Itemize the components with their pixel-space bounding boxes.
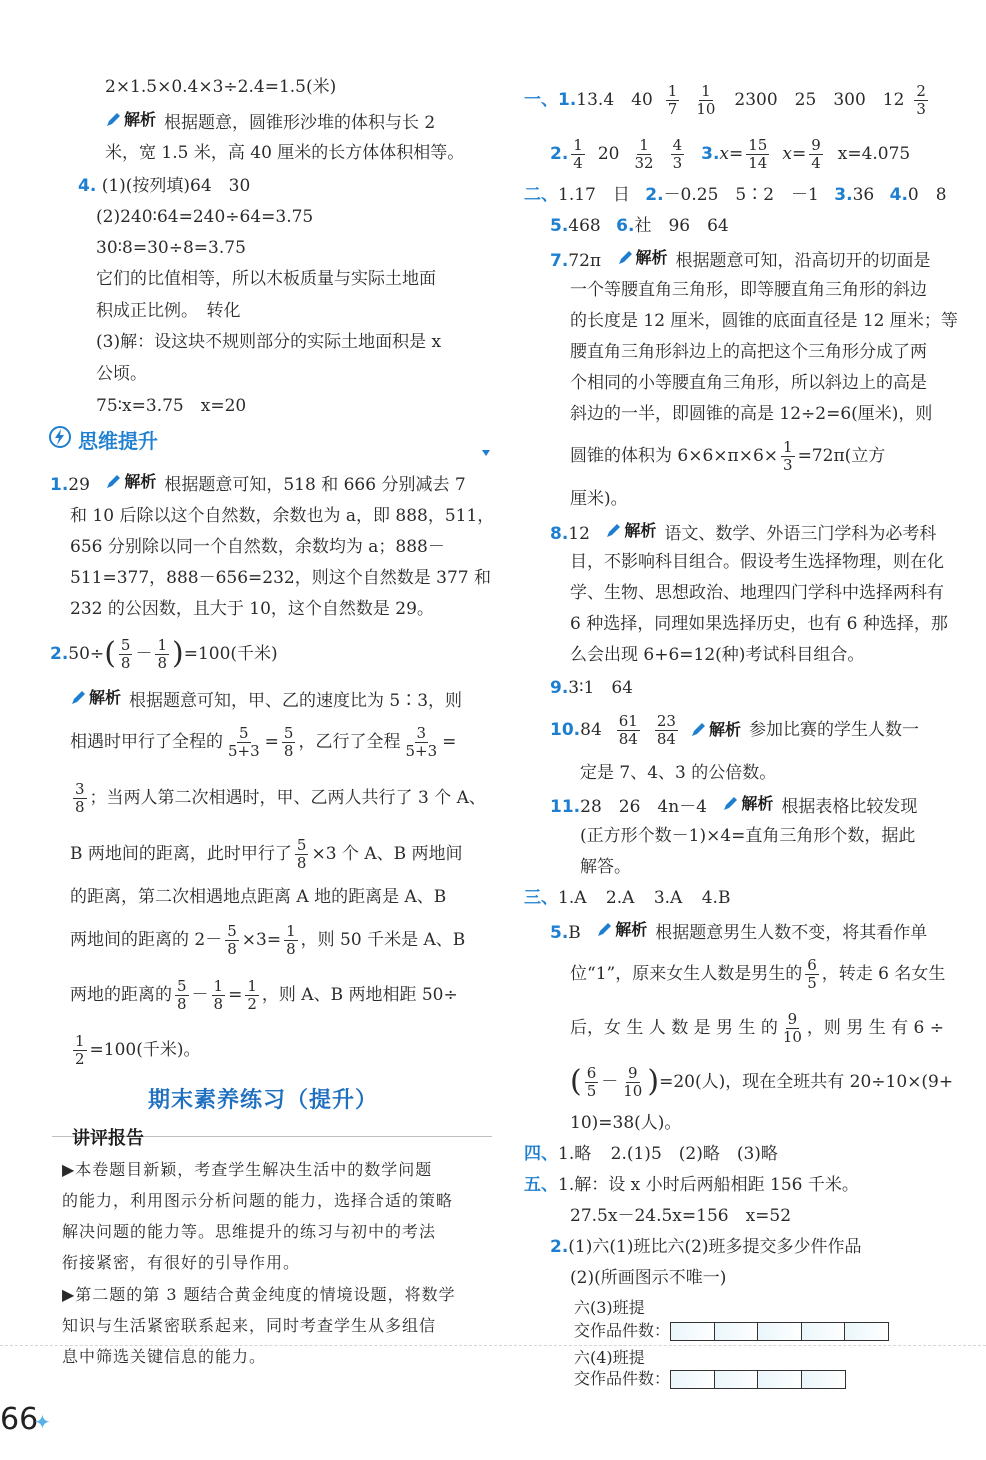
fraction: $\frac{1}{8}$ bbox=[157, 635, 167, 672]
part-1-q1: 一、 1. 13.4 40 $\frac{1}{7}$ $\frac{1}{10}$ 2300 25 300 12 $\frac{2}{3}$ bbox=[524, 81, 926, 118]
text-line: (2)240∶64=240÷64=3.75 bbox=[96, 207, 314, 227]
text-line: 30∶8=30÷8=3.75 bbox=[96, 238, 246, 258]
siwei-question-1: 1.29 解析 根据题意可知，518 和 666 分别减去 7 bbox=[50, 469, 466, 498]
analysis-label: 解析 bbox=[105, 469, 156, 495]
text-line: 解答。 bbox=[580, 857, 631, 877]
text-line: 斜边的一半，即圆锥的高是 12÷2=6(厘米)，则 bbox=[570, 404, 933, 424]
part-2-q10: 10. 84 $\frac{61}{84}$ $\frac{23}{84}$ 解析 参加比赛的学生人数一 bbox=[550, 711, 919, 748]
text-line: 么会出现 6+6=12(种)考试科目组合。 bbox=[570, 645, 865, 665]
text-line: 积成正比例。 转化 bbox=[96, 301, 241, 321]
text-line: 一个等腰直角三角形，即等腰直角三角形的斜边 bbox=[570, 280, 927, 300]
analysis-label: 解析 bbox=[605, 518, 656, 544]
report-line: 衔接紧密，有很好的引导作用。 bbox=[62, 1253, 301, 1272]
text-line: 两地的距离的 $\frac{5}{8}$ － $\frac{1}{8}$ = $\frac{1}{2}$ ，则 A、B 两地相距 50÷ bbox=[70, 976, 458, 1013]
text-line: 27.5x－24.5x=156 x=52 bbox=[570, 1206, 792, 1226]
analysis-label: 解析 bbox=[617, 245, 668, 271]
text-line: 的长度是 12 厘米，圆锥的底面直径是 12 厘米；等 bbox=[570, 311, 958, 331]
text-line: 学、生物、思想政治、地理四门学科中选择两科有 bbox=[570, 583, 944, 603]
text-line: 6 种选择，同理如果选择历史，也有 6 种选择，那 bbox=[570, 614, 948, 634]
report-line: ▶第二题的第 3 题结合黄金纯度的情境设题，将数学 bbox=[62, 1285, 456, 1304]
pen-icon bbox=[605, 523, 621, 539]
pen-icon bbox=[722, 796, 738, 812]
lightning-icon bbox=[48, 425, 72, 454]
question-4: 4. (1)(按列填)64 30 bbox=[78, 176, 251, 196]
part-2-q7: 7.72π 解析 根据题意可知，沿高切开的切面是 bbox=[550, 245, 931, 274]
part-5-q2: 2.(1)六(1)班比六(2)班多提交多少件作品 bbox=[550, 1237, 862, 1257]
text-line: $\frac{3}{8}$ ；当两人第二次相遇时，甲、乙两人共行了 3 个 A、 bbox=[75, 779, 486, 816]
bar-row-class-3: 交作品件数： bbox=[574, 1318, 888, 1344]
bar-row-class-4: 交作品件数： bbox=[574, 1366, 844, 1392]
pen-icon bbox=[70, 690, 86, 706]
part-2-line-2: 5.468 6.社 96 64 bbox=[550, 216, 729, 236]
part-2-q11: 11.28 26 4n－4 解析 根据表格比较发现 bbox=[550, 791, 917, 820]
page-number: 66 bbox=[0, 1402, 39, 1437]
pen-icon bbox=[105, 112, 121, 128]
text-line: 10)=38(人)。 bbox=[570, 1113, 682, 1133]
text-line: 定是 7、4、3 的公倍数。 bbox=[580, 763, 777, 783]
report-line: 息中筛选关键信息的能力。 bbox=[62, 1347, 267, 1366]
analysis-label: 解析 bbox=[105, 107, 156, 133]
text-line: 后，女 生 人 数 是 男 生 的 $\frac{9}{10}$ ，则 男 生 有 6 ÷ bbox=[570, 1009, 945, 1046]
text-line: B 两地间的距离，此时甲行了 $\frac{5}{8}$ ×3 个 A、B 两地间 bbox=[70, 835, 463, 872]
analysis-line: 解析 根据题意，圆锥形沙堆的体积与长 2 bbox=[105, 107, 435, 136]
part-4-line: 四、1.略 2.(1)5 (2)略 (3)略 bbox=[524, 1144, 778, 1164]
part-2-line-1: 二、1.17 日 2.－0.25 5∶2 －1 3.36 4.0 8 bbox=[524, 185, 947, 205]
text-line: 腰直角三角形斜边上的高把这个三角形分成了两 bbox=[570, 342, 927, 362]
plus-icon: ✦ bbox=[34, 1410, 51, 1434]
section-title: 期末素养练习（提升） bbox=[148, 1087, 379, 1113]
text-line: 厘米)。 bbox=[570, 489, 628, 509]
part-3-line: 三、1.A 2.A 3.A 4.B bbox=[524, 888, 731, 908]
part-2-q9: 9.3∶1 64 bbox=[550, 678, 633, 698]
text-line: $\frac{1}{2}$ =100(千米)。 bbox=[75, 1031, 201, 1068]
table-label: 六(4)班提 bbox=[574, 1348, 645, 1367]
divider bbox=[0, 1345, 986, 1346]
report-title: 讲评报告 bbox=[72, 1128, 144, 1149]
part-5-q1: 五、1.解：设 x 小时后两船相距 156 千米。 bbox=[524, 1175, 859, 1195]
fraction: $\frac{5}{8}$ bbox=[120, 635, 131, 672]
text-line: (3)解：设这块不规则部分的实际土地面积是 x bbox=[96, 332, 442, 352]
analysis-label: 解析 bbox=[70, 685, 121, 711]
text-line: 相遇时甲行了全程的 $\frac{5}{5+3}$ = $\frac{5}{8}$ ，乙行了全程 $\frac{3}{5+3}$ = bbox=[70, 723, 457, 760]
analysis-line: 解析 根据题意可知，甲、乙的速度比为 5∶3，则 bbox=[70, 685, 462, 714]
text-line: 两地间的距离的 2－ $\frac{5}{8}$ ×3= $\frac{1}{8}$ ，则 50 千米是 A、B bbox=[70, 921, 466, 958]
report-line: 的能力，利用图示分析问题的能力，选择合适的策略 bbox=[62, 1191, 454, 1210]
triangle-marker bbox=[482, 450, 490, 456]
table-label: 六(3)班提 bbox=[574, 1298, 645, 1317]
text-line: ( $\frac{6}{5}$ － $\frac{9}{10}$ ) =20(人)，现在全班共有 20÷10×(9+ bbox=[570, 1063, 954, 1100]
text-line: 个相同的小等腰直角三角形，所以斜边上的高是 bbox=[570, 373, 927, 393]
text-line: 2×1.5×0.4×3÷2.4=1.5(米) bbox=[105, 77, 337, 97]
part-1-q2: 2. $\frac{1}{4}$ 20 $\frac{1}{32}$ $\frac{4}{3}$ 3. x= $\frac{15}{14}$ x= $\frac{9}{4}$ x=4.075 bbox=[550, 135, 911, 172]
bar-cells bbox=[670, 1370, 844, 1389]
text-line: 232 的公因数，且大于 10，这个自然数是 29。 bbox=[70, 599, 434, 619]
analysis-label: 解析 bbox=[690, 717, 741, 743]
text-line: 和 10 后除以这个自然数，余数也为 a，即 888，511， bbox=[70, 506, 495, 526]
text-line: (2)(所画图示不唯一) bbox=[570, 1268, 727, 1288]
part-2-q8: 8.12 解析 语文、数学、外语三门学科为必考科 bbox=[550, 518, 936, 547]
text-line: 公顷。 bbox=[96, 364, 147, 384]
pen-icon bbox=[596, 922, 612, 938]
part-3-q5: 5.B 解析 根据题意男生人数不变，将其看作单 bbox=[550, 917, 927, 946]
text-line: 目，不影响科目组合。假设考生选择物理，则在化 bbox=[570, 552, 944, 572]
pen-icon bbox=[690, 722, 706, 738]
text-line: 它们的比值相等，所以木板质量与实际土地面 bbox=[96, 269, 436, 289]
text-line: 圆锥的体积为 6×6×π×6× $\frac{1}{3}$ =72π(立方 bbox=[570, 437, 886, 474]
analysis-label: 解析 bbox=[722, 791, 773, 817]
bar-cells bbox=[670, 1322, 888, 1341]
text-line: (正方形个数－1)×4=直角三角形个数，据此 bbox=[580, 826, 916, 846]
siwei-question-2: 2. 50÷ ( $\frac{5}{8}$ － $\frac{1}{8}$ ) =100(千米) bbox=[50, 635, 278, 672]
report-line: 知识与生活紧密联系起来，同时考查学生从多组信 bbox=[62, 1316, 437, 1335]
text-line: 656 分别除以同一个自然数，余数均为 a；888－ bbox=[70, 537, 445, 557]
siwei-heading: 思维提升 bbox=[48, 425, 158, 454]
text-line: 的距离，第二次相遇地点距离 A 地的距离是 A、B bbox=[70, 887, 447, 907]
report-line: ▶本卷题目新颖，考查学生解决生活中的数学问题 bbox=[62, 1160, 433, 1179]
text-line: 米，宽 1.5 米，高 40 厘米的长方体体积相等。 bbox=[105, 143, 465, 163]
text-line: 511=377，888－656=232，则这个自然数是 377 和 bbox=[70, 568, 491, 588]
report-line: 解决问题的能力等。思维提升的练习与初中的考法 bbox=[62, 1222, 437, 1241]
text-line: 位“1”，原来女生人数是男生的 $\frac{6}{5}$ ，转走 6 名女生 bbox=[570, 955, 946, 992]
text-line: 75∶x=3.75 x=20 bbox=[96, 396, 247, 416]
analysis-label: 解析 bbox=[596, 917, 647, 943]
pen-icon bbox=[105, 474, 121, 490]
pen-icon bbox=[617, 250, 633, 266]
